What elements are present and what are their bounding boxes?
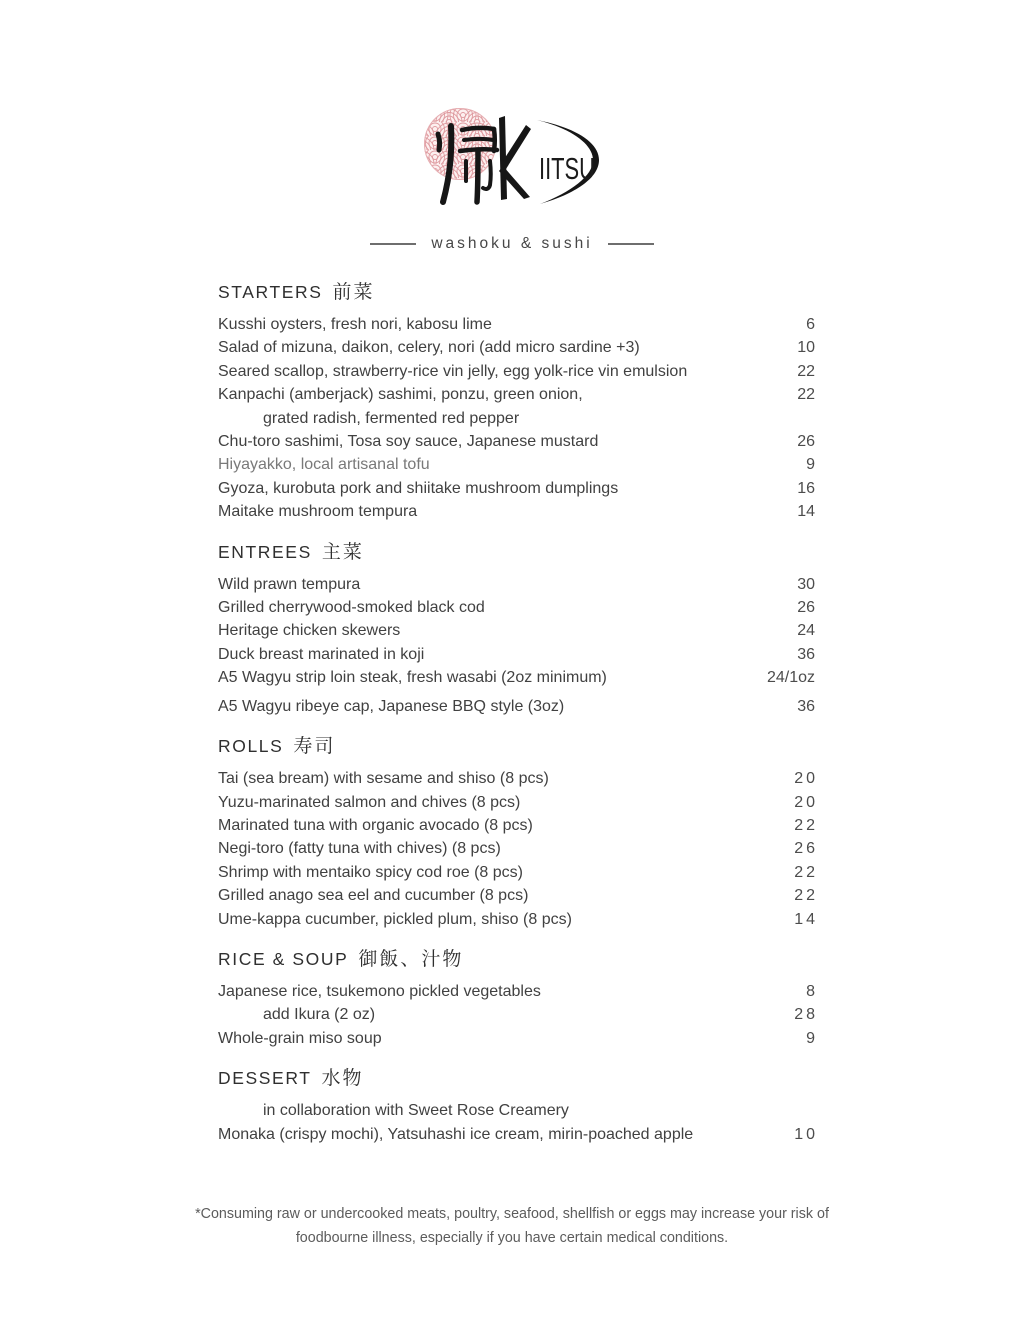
section-header <box>218 733 815 760</box>
item-price: 24/1oz <box>766 669 815 687</box>
tagline-text: washoku & sushi <box>431 235 593 252</box>
item-price: 10 <box>794 1125 818 1143</box>
item-name: Salad of mizuna, daikon, celery, nori (add micro sardine +3) <box>218 339 640 357</box>
section-header <box>218 279 815 306</box>
item-price: 22 <box>797 362 815 380</box>
brand-header <box>0 0 1024 253</box>
section-header <box>218 946 815 973</box>
item-name: Maitake mushroom tempura <box>218 503 418 521</box>
item-price: 22 <box>794 863 818 881</box>
menu-item <box>218 695 815 718</box>
menu-item <box>218 336 815 359</box>
section-header <box>218 539 815 566</box>
menu-item <box>218 767 818 790</box>
item-price: 9 <box>806 456 815 474</box>
item-price: 22 <box>794 887 818 905</box>
item-price: 9 <box>806 1029 818 1047</box>
item-name: Marinated tuna with organic avocado (8 pcs) <box>218 816 533 834</box>
item-name: Whole-grain miso soup <box>218 1029 382 1047</box>
brand-tagline <box>0 235 1024 253</box>
menu-item <box>218 313 815 336</box>
item-price: 16 <box>797 479 815 497</box>
item-price: 24 <box>797 622 815 640</box>
item-price: 22 <box>797 386 815 404</box>
item-price: 22 <box>794 816 818 834</box>
disclaimer-line2: foodbourne illness, especially if you have certain medical conditions. <box>295 1229 729 1246</box>
section-title-en: ENTREES <box>218 541 312 562</box>
menu-item <box>218 360 815 383</box>
item-price: 26 <box>797 599 815 617</box>
item-name: Monaka (crispy mochi), Yatsuhashi ice cream, mirin-poached apple <box>218 1125 694 1143</box>
tagline-rule-left <box>370 243 416 245</box>
item-price: 8 <box>806 982 818 1000</box>
menu-item <box>218 666 815 689</box>
menu-item <box>218 1099 815 1122</box>
logo-rest-text: IITSU <box>539 151 595 186</box>
section-title-jp: 寿司 <box>293 736 336 758</box>
menu-item <box>218 837 818 860</box>
brand-logo <box>407 94 617 212</box>
menu-section <box>218 279 815 524</box>
item-price: 20 <box>794 793 818 811</box>
item-name: add Ikura (2 oz) <box>263 1006 376 1024</box>
menu-section <box>218 733 818 931</box>
item-name: A5 Wagyu strip loin steak, fresh wasabi (2oz minimum) <box>218 669 607 687</box>
menu-item <box>218 980 818 1003</box>
menu-item <box>218 884 818 907</box>
item-name: Seared scallop, strawberry-rice vin jelly, egg yolk-rice vin emulsion <box>218 362 688 380</box>
item-name: in collaboration with Sweet Rose Creamery <box>263 1102 569 1120</box>
item-name: Grilled cherrywood-smoked black cod <box>218 599 485 617</box>
section-title-en: ROLLS <box>218 736 284 757</box>
item-name: Yuzu-marinated salmon and chives (8 pcs) <box>218 793 521 811</box>
menu-item <box>218 1003 818 1026</box>
menu-item <box>218 1123 818 1146</box>
section-header <box>218 1065 815 1092</box>
item-price: 26 <box>797 433 815 451</box>
item-name: Grilled anago sea eel and cucumber (8 pcs) <box>218 887 529 905</box>
menu-section <box>218 1065 818 1146</box>
item-price: 36 <box>797 697 815 715</box>
menu-item <box>218 407 815 430</box>
item-name: Japanese rice, tsukemono pickled vegetables <box>218 982 541 1000</box>
menu-item <box>218 500 815 523</box>
menu-item <box>218 861 818 884</box>
item-name: Wild prawn tempura <box>218 575 361 593</box>
item-name: Heritage chicken skewers <box>218 622 401 640</box>
item-price: 14 <box>794 910 818 928</box>
menu-sections <box>218 279 818 1146</box>
disclaimer <box>0 1202 1024 1250</box>
menu-item <box>218 791 818 814</box>
item-price: 10 <box>797 339 815 357</box>
menu-section <box>218 539 815 718</box>
menu-item <box>218 383 815 406</box>
item-price: 28 <box>794 1006 818 1024</box>
menu-section <box>218 946 818 1050</box>
item-price: 20 <box>794 770 818 788</box>
menu-item <box>218 596 815 619</box>
section-title-en: DESSERT <box>218 1068 312 1089</box>
section-title-jp: 御飯、汁物 <box>358 948 464 970</box>
item-name: Negi-toro (fatty tuna with chives) (8 pcs) <box>218 840 501 858</box>
menu-item <box>218 573 815 596</box>
item-price: 26 <box>794 840 818 858</box>
item-name: Hiyayakko, local artisanal tofu <box>218 456 430 474</box>
section-title-en: STARTERS <box>218 282 323 302</box>
disclaimer-line1: *Consuming raw or undercooked meats, poultry, seafood, shellfish or eggs may increase your risk of <box>195 1205 829 1222</box>
item-name: A5 Wagyu ribeye cap, Japanese BBQ style (3oz) <box>218 697 565 715</box>
wave-circle-icon <box>424 108 496 180</box>
item-name: Kanpachi (amberjack) sashimi, ponzu, green onion, <box>218 386 583 404</box>
tagline-rule-right <box>608 243 654 245</box>
item-price: 6 <box>806 316 815 333</box>
menu-item <box>218 430 815 453</box>
menu-item <box>218 477 815 500</box>
item-name: Gyoza, kurobuta pork and shiitake mushroom dumplings <box>218 479 619 497</box>
section-title-jp: 前菜 <box>332 282 375 303</box>
logo-k <box>499 116 531 200</box>
menu-item <box>218 619 815 642</box>
item-name: Chu-toro sashimi, Tosa soy sauce, Japanese mustard <box>218 433 599 451</box>
item-price: 36 <box>797 645 815 663</box>
menu-item <box>218 1027 818 1050</box>
item-name: Duck breast marinated in koji <box>218 645 425 663</box>
menu-item <box>218 814 818 837</box>
item-name: Shrimp with mentaiko spicy cod roe (8 pcs) <box>218 863 523 881</box>
menu-item <box>218 643 815 666</box>
item-price: 14 <box>797 503 815 521</box>
menu-item <box>218 908 818 931</box>
item-name: Ume-kappa cucumber, pickled plum, shiso (8 pcs) <box>218 910 572 928</box>
item-name: Tai (sea bream) with sesame and shiso (8 pcs) <box>218 770 549 788</box>
item-name: Kusshi oysters, fresh nori, kabosu lime <box>218 316 492 333</box>
item-name: grated radish, fermented red pepper <box>263 409 520 427</box>
section-title-en: RICE & SOUP <box>218 948 349 969</box>
section-title-jp: 水物 <box>321 1068 364 1090</box>
section-title-jp: 主菜 <box>321 541 364 563</box>
item-price: 30 <box>797 575 815 593</box>
menu-item <box>218 453 815 476</box>
